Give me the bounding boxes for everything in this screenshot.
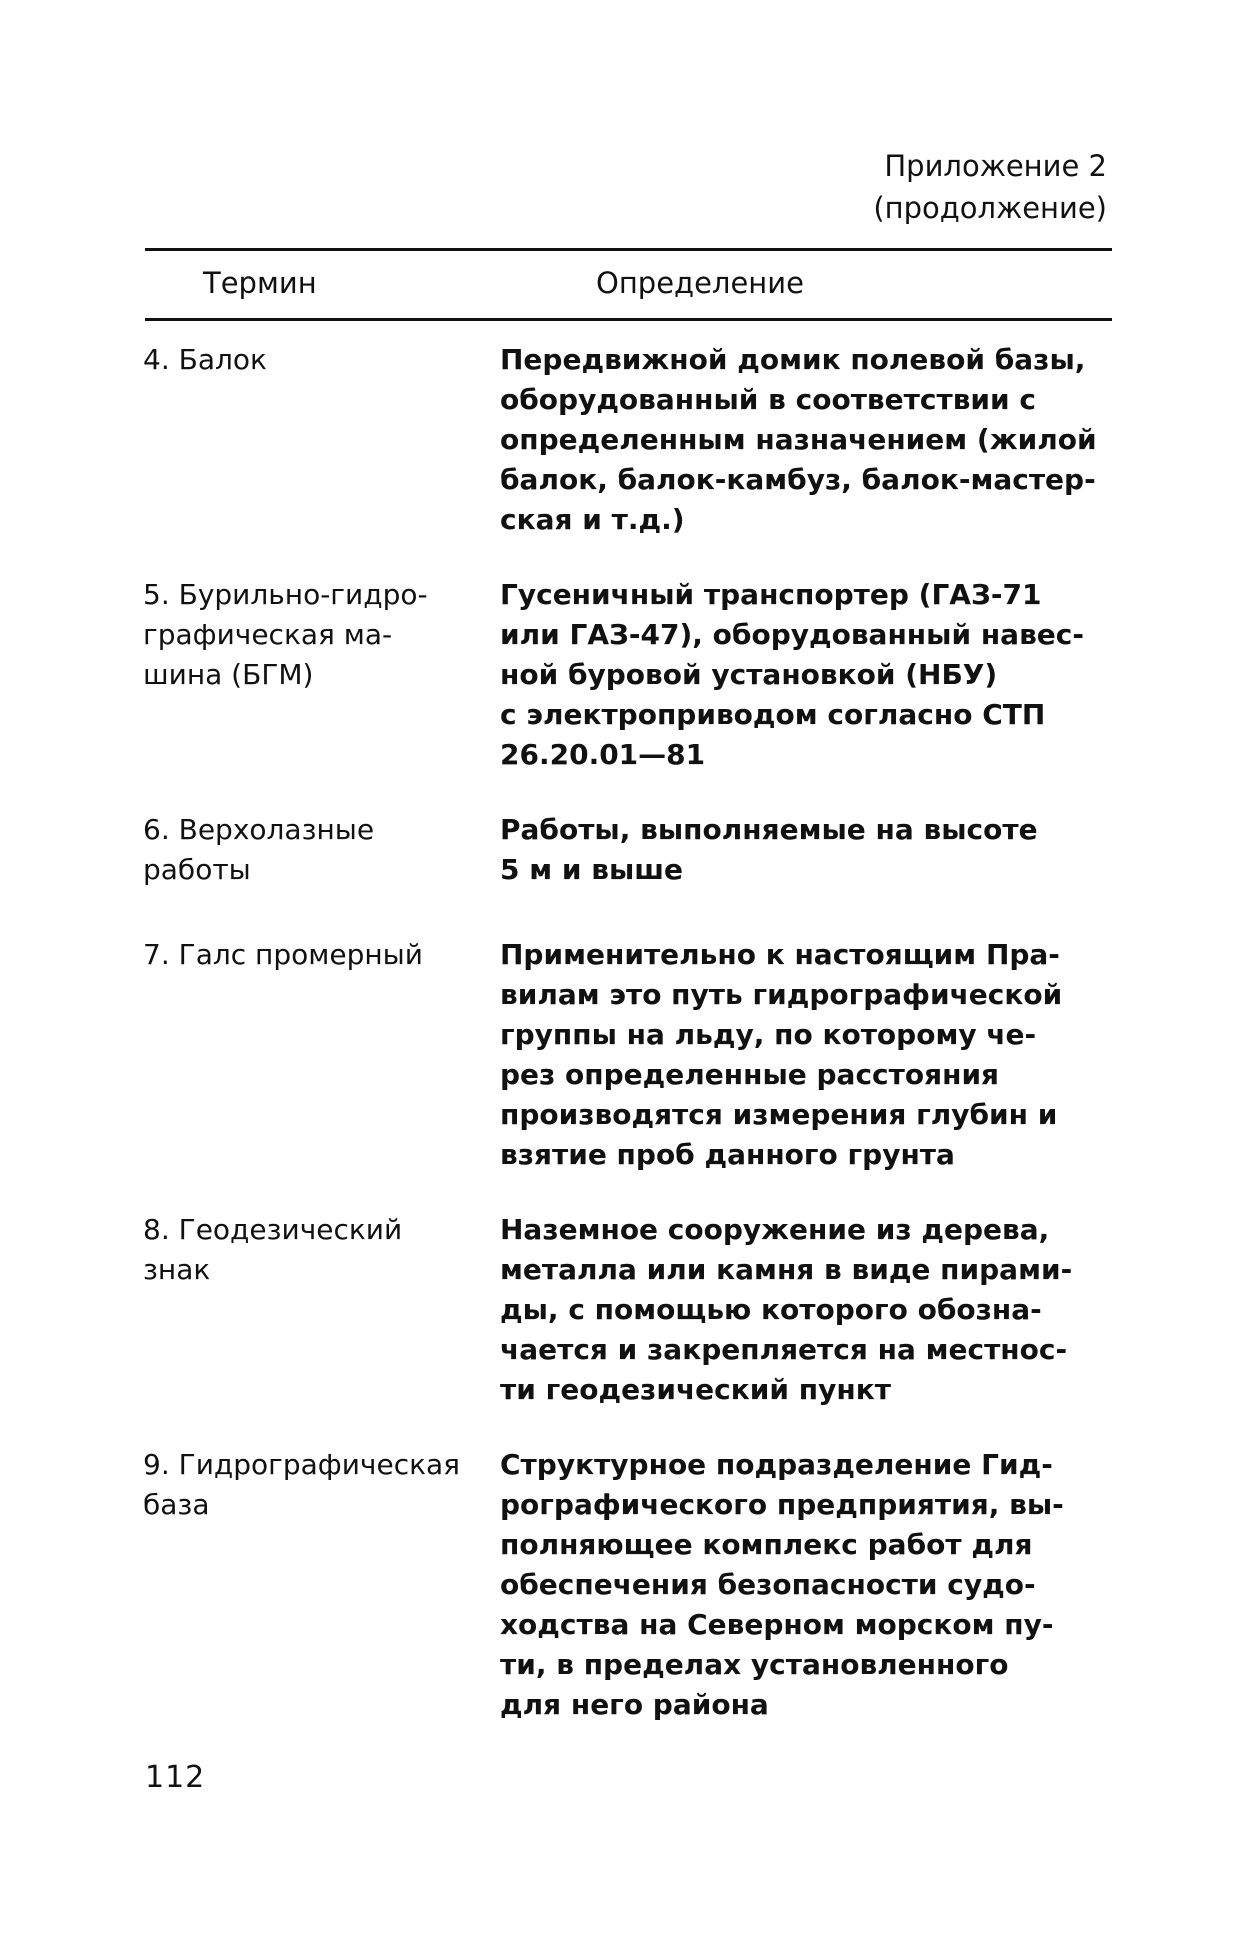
appendix-label bbox=[873, 145, 1107, 229]
appendix-title: Приложение 2 bbox=[884, 149, 1107, 183]
term-cell: 5. Бурильно-гидро- графическая ма- шина (БГМ) bbox=[143, 578, 428, 691]
column-header-definition: Определение bbox=[596, 266, 804, 300]
table-top-rule bbox=[145, 248, 1112, 251]
term-cell: 8. Геодезический знак bbox=[143, 1213, 403, 1286]
term-cell: 6. Верхолазные работы bbox=[143, 813, 375, 886]
appendix-continuation: (продолжение) bbox=[873, 191, 1107, 225]
page-number: 112 bbox=[145, 1760, 206, 1795]
table-header-rule bbox=[145, 318, 1112, 321]
definition-cell: Гусеничный транспортер (ГАЗ-71 или ГАЗ-47), оборудованный навес- ной буровой установкой (НБУ) с электроприводом согласно СТП 26.20.01—81 bbox=[500, 578, 1084, 771]
term-cell: 9. Гидрографическая база bbox=[143, 1448, 461, 1521]
definition-cell: Передвижной домик полевой базы, оборудованный в соответствии с определенным назначением (жилой балок, балок-камбуз, балок-мастер- ская и т.д.) bbox=[500, 343, 1097, 536]
definition-cell: Применительно к настоящим Пра- вилам это путь гидрографической группы на льду, по которому че- рез определенные расстояния производятся измерения глубин и взятие проб данного грунта bbox=[500, 938, 1063, 1171]
term-cell: 7. Галс промерный bbox=[143, 938, 423, 971]
definition-cell: Наземное сооружение из дерева, металла или камня в виде пирами- ды, с помощью которого обозна- чается и закрепляется на местнос- ти геодезический пункт bbox=[500, 1213, 1073, 1406]
definition-cell: Работы, выполняемые на высоте 5 м и выше bbox=[500, 813, 1038, 886]
definition-cell: Структурное подразделение Гид- рографического предприятия, вы- полняющее комплекс работ для обеспечения безопасности судо- ходства на Северном морском пу- ти, в пределах установленного для него района bbox=[500, 1448, 1064, 1721]
term-cell: 4. Балок bbox=[143, 343, 267, 376]
column-header-term: Термин bbox=[203, 266, 317, 300]
